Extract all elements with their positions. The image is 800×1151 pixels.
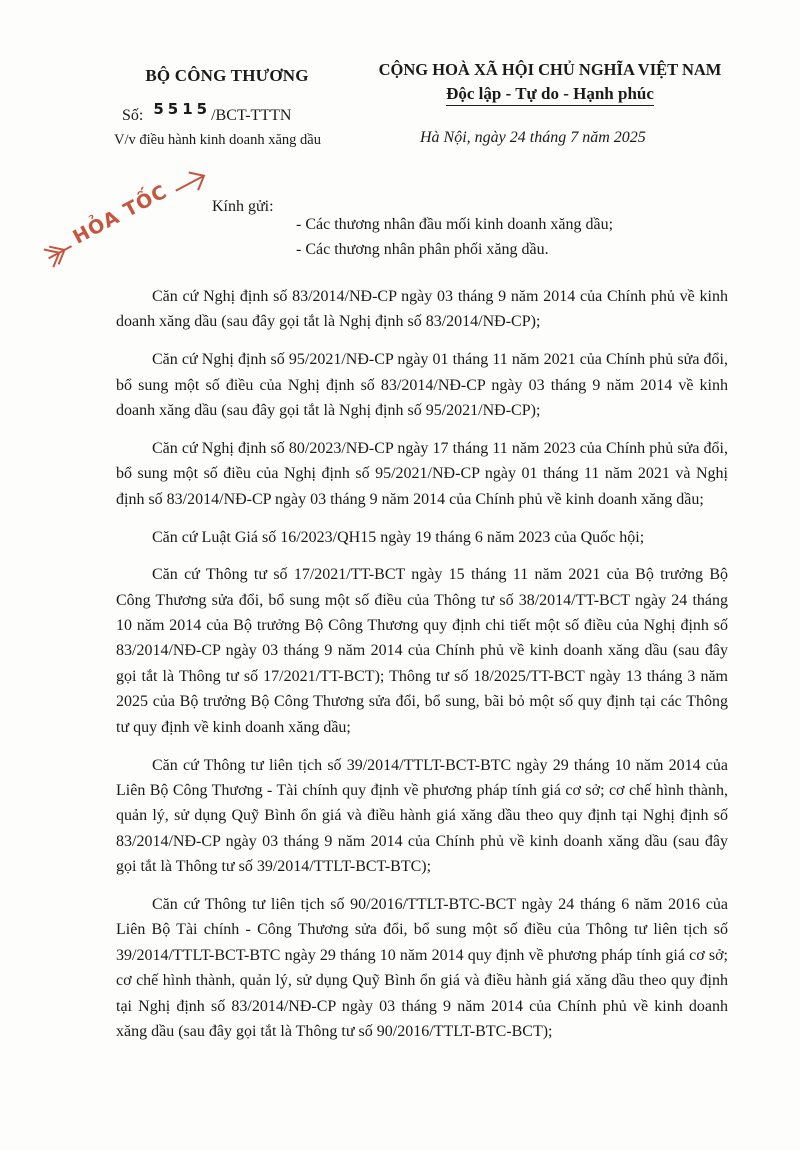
issuer-block: [112, 66, 342, 86]
urgent-stamp: [29, 145, 234, 305]
recipient-label: Kính gửi:: [212, 198, 274, 215]
place-and-date: Hà Nội, ngày 24 tháng 7 năm 2025: [420, 129, 646, 146]
recipient-list: [296, 212, 613, 262]
legal-basis-paragraph: Căn cứ Nghị định số 80/2023/NĐ-CP ngày 17 tháng 11 năm 2023 của Chính phủ sửa đổi, bổ sung một số điều của Nghị định số 95/2021/NĐ-CP ngày 01 tháng 11 năm 2021 và Nghị định số 83/2014/NĐ-CP ngày 03 tháng 9 năm 2014 của Chính phủ về kinh doanh xăng dầu;: [116, 440, 728, 508]
legal-basis-paragraph: Căn cứ Thông tư số 17/2021/TT-BCT ngày 15 tháng 11 năm 2021 của Bộ trưởng Bộ Công Thương sửa đổi, bổ sung một số điều của Thông tư số 38/2014/TT-BCT ngày 24 tháng 10 năm 2014 của Bộ trưởng Bộ Công Thương quy định chi tiết một số điều của Nghị định số 83/2014/NĐ-CP ngày 03 tháng 9 năm 2014 của Chính phủ về kinh doanh xăng dầu (sau đây gọi tắt là Thông tư số 17/2021/TT-BCT); Thông tư số 18/2025/TT-BCT ngày 13 tháng 3 năm 2025 của Bộ trưởng Bộ Công Thương sửa đổi, bổ sung, bãi bỏ một số quy định tại các Thông tư quy định về kinh doanh xăng dầu;: [116, 566, 728, 736]
stamp-text: HỎA TỐC: [69, 180, 172, 249]
nation-title: CỘNG HOÀ XÃ HỘI CHỦ NGHĨA VIỆT NAM: [378, 60, 722, 79]
number-prefix: Số:: [122, 107, 144, 124]
number-suffix: /BCT-TTTN: [211, 107, 292, 124]
national-motto: Độc lập - Tự do - Hạnh phúc: [446, 84, 654, 106]
stamp-arrow-icon: [29, 145, 225, 287]
recipient-item: - Các thương nhân phân phối xăng dầu.: [296, 241, 549, 258]
document-number: [122, 100, 292, 125]
handwritten-number: 5515: [153, 100, 212, 118]
legal-basis-paragraph: Căn cứ Luật Giá số 16/2023/QH15 ngày 19 tháng 6 năm 2023 của Quốc hội;: [152, 528, 645, 546]
document-subject: V/v điều hành kinh doanh xăng dầu: [114, 132, 321, 148]
document-body: [116, 284, 728, 1057]
legal-basis-paragraph: Căn cứ Nghị định số 83/2014/NĐ-CP ngày 03 tháng 9 năm 2014 của Chính phủ về kinh doanh xăng dầu (sau đây gọi tắt là Nghị định số 83/2014/NĐ-CP);: [116, 288, 728, 331]
legal-basis-paragraph: Căn cứ Thông tư liên tịch số 90/2016/TTLT-BTC-BCT ngày 24 tháng 6 năm 2016 của Liên Bộ Tài chính - Công Thương sửa đổi, bổ sung một số điều của Thông tư liên tịch số 39/2014/TTLT-BCT-BTC ngày 29 tháng 10 năm 2014 quy định về phương pháp tính giá cơ sở; cơ chế hình thành, quản lý, sử dụng Quỹ Bình ổn giá và điều hành giá xăng dầu theo quy định tại Nghị định số 83/2014/NĐ-CP ngày 03 tháng 9 năm 2014 của Chính phủ về kinh doanh xăng dầu (sau đây gọi tắt là Thông tư số 90/2016/TTLT-BTC-BCT);: [116, 896, 728, 1041]
legal-basis-paragraph: Căn cứ Nghị định số 95/2021/NĐ-CP ngày 01 tháng 11 năm 2021 của Chính phủ sửa đổi, bổ sung một số điều của Nghị định số 83/2014/NĐ-CP ngày 03 tháng 9 năm 2014 về kinh doanh xăng dầu (sau đây gọi tắt là Nghị định số 95/2021/NĐ-CP);: [116, 351, 728, 420]
recipient-item: - Các thương nhân đầu mối kinh doanh xăng dầu;: [296, 216, 614, 233]
national-header: [360, 60, 740, 106]
issuing-organization: BỘ CÔNG THƯƠNG: [145, 66, 309, 85]
legal-basis-paragraph: Căn cứ Thông tư liên tịch số 39/2014/TTLT-BCT-BTC ngày 29 tháng 10 năm 2014 của Liên Bộ Công Thương - Tài chính quy định về phương pháp tính giá cơ sở; cơ chế hình thành, quản lý, sử dụng Quỹ Bình ổn giá và điều hành giá xăng dầu theo quy định tại Nghị định số 83/2014/NĐ-CP ngày 03 tháng 9 năm 2014 của Chính phủ về kinh doanh xăng dầu (sau đây gọi tắt là Thông tư số 39/2014/TTLT-BCT-BTC);: [116, 756, 728, 876]
